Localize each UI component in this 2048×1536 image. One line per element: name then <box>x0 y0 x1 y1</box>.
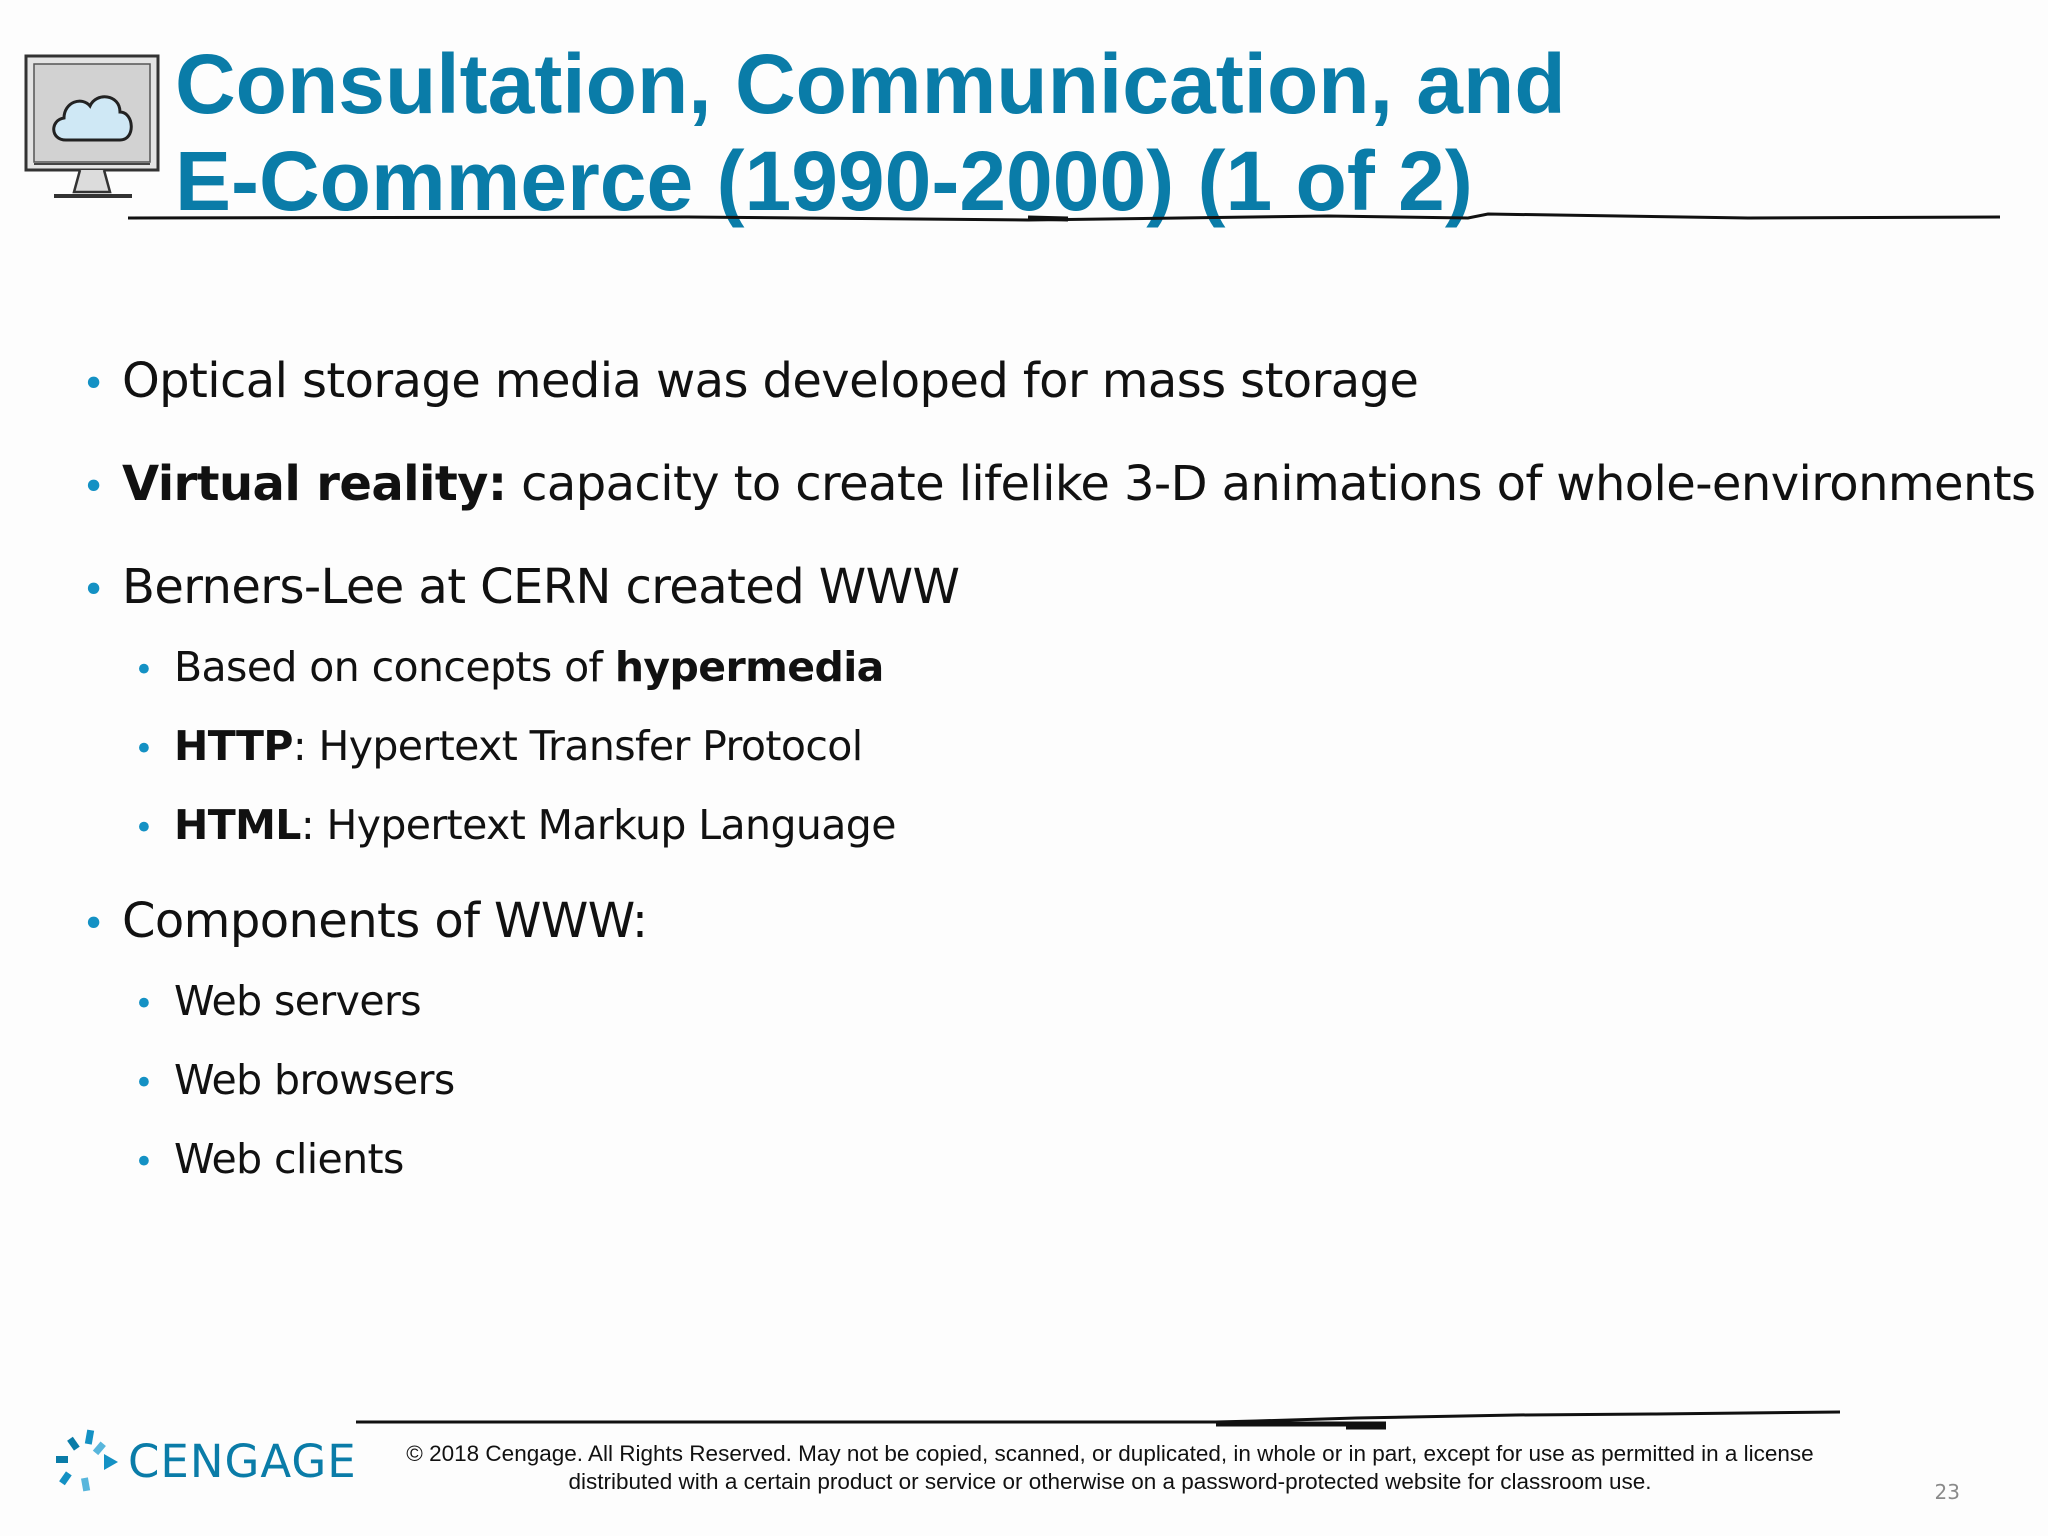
brand-name: CENGAGE <box>128 1434 357 1488</box>
title-underline <box>128 206 2000 228</box>
bullet-text: Components of WWW: <box>122 893 648 949</box>
bullet-marker: • <box>82 361 106 407</box>
copyright-line-1: © 2018 Cengage. All Rights Reserved. May not be copied, scanned, or duplicated, in whole or in part, except for use as permitted in a license <box>406 1441 1814 1466</box>
definition-text: capacity to create lifelike 3-D animations of whole-environments <box>506 456 2036 512</box>
term-virtual-reality: Virtual reality: <box>122 456 507 512</box>
slide-body <box>82 345 2036 1207</box>
term-html: HTML <box>174 801 301 849</box>
sub-bullet-prefix: Based on concepts of <box>174 643 615 691</box>
cengage-logo-icon <box>52 1428 124 1494</box>
bullet-marker: • <box>134 808 154 847</box>
bullet-marker: • <box>82 567 106 613</box>
brand-logo <box>52 1426 357 1496</box>
sub-bullet-text: Web browsers <box>174 1056 455 1104</box>
bullet-text <box>122 448 2035 520</box>
sub-list-item <box>134 636 2022 701</box>
list-item <box>82 448 2036 523</box>
bullet-marker: • <box>82 901 106 947</box>
bullet-marker: • <box>134 729 154 768</box>
sub-bullet-text: Web servers <box>174 977 421 1025</box>
footer-rule <box>356 1402 1840 1432</box>
sub-list-item <box>134 1049 2022 1114</box>
title-line-2: E-Commerce (1990-2000) (1 of 2) <box>175 134 1473 228</box>
bullet-marker: • <box>134 650 154 689</box>
bullet-marker: • <box>134 1142 154 1181</box>
copyright-line-2: distributed with a certain product or service or otherwise on a password-protected website for classroom use. <box>568 1469 1652 1494</box>
sub-bullet-text <box>174 794 896 856</box>
term-http: HTTP <box>174 722 293 770</box>
list-item <box>82 885 2022 960</box>
sub-list-item <box>134 794 2022 859</box>
sub-list-item <box>134 1128 2022 1193</box>
bullet-marker: • <box>134 984 154 1023</box>
page-number: 23 <box>1934 1480 1960 1504</box>
sub-bullet-text <box>174 715 863 777</box>
list-item <box>82 551 2022 626</box>
definition-text: : Hypertext Markup Language <box>300 801 896 849</box>
sub-list-item <box>134 970 2022 1035</box>
slide-title <box>175 36 1975 230</box>
title-line-1: Consultation, Communication, and <box>175 37 1566 131</box>
cloud-monitor-icon <box>20 50 164 210</box>
sub-list-item <box>134 715 2022 780</box>
bullet-marker: • <box>134 1063 154 1102</box>
bullet-text: Berners-Lee at CERN created WWW <box>122 559 960 615</box>
copyright-notice <box>340 1440 1880 1496</box>
bullet-marker: • <box>82 464 106 510</box>
term-hypermedia: hypermedia <box>614 643 884 691</box>
list-item <box>82 345 2022 420</box>
sub-bullet-text <box>174 636 884 698</box>
sub-bullet-text: Web clients <box>174 1135 404 1183</box>
definition-text: : Hypertext Transfer Protocol <box>292 722 863 770</box>
bullet-text: Optical storage media was developed for mass storage <box>122 353 1419 409</box>
